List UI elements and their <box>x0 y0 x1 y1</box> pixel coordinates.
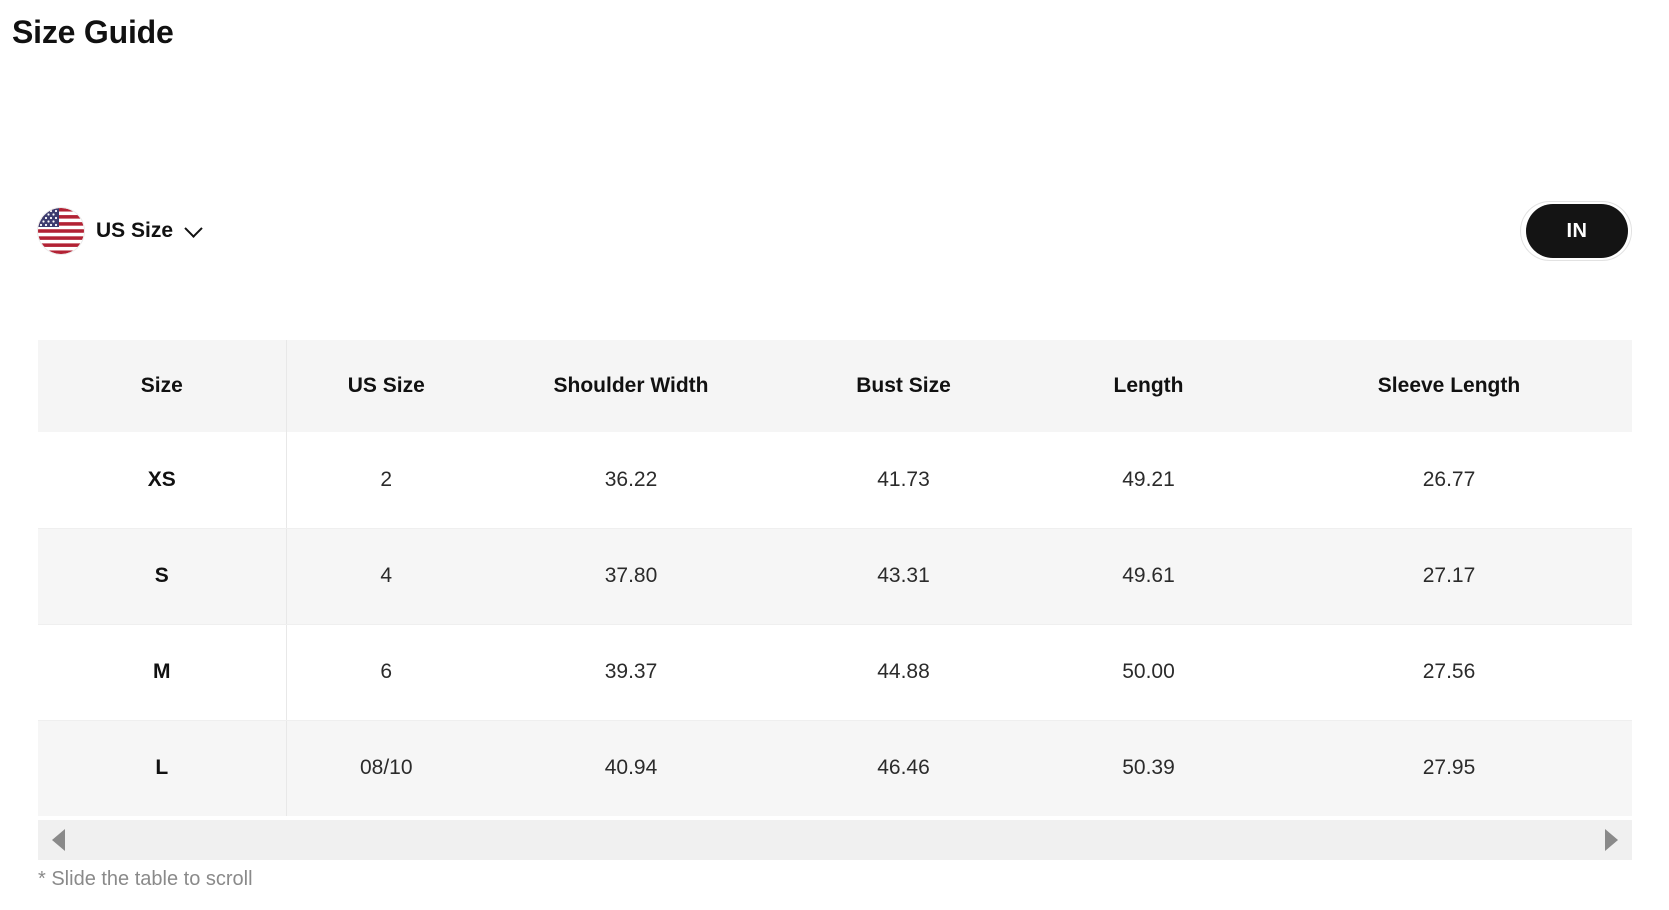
cell-shoulder-width: 36.22 <box>486 432 776 528</box>
cell-bust-size: 41.73 <box>776 432 1031 528</box>
cell-bust-size: 43.31 <box>776 528 1031 624</box>
us-flag-icon <box>38 208 84 254</box>
column-header-length: Length <box>1031 340 1266 432</box>
unit-toggle-active-label: IN <box>1526 204 1628 258</box>
cell-shoulder-width: 37.80 <box>486 528 776 624</box>
size-table-header <box>38 340 1632 432</box>
arrow-left-icon[interactable] <box>52 829 65 851</box>
column-header-size: Size <box>38 340 286 432</box>
cell-us-size: 2 <box>286 432 486 528</box>
unit-controls-row <box>38 198 1632 264</box>
size-table-container <box>38 340 1632 816</box>
cell-shoulder-width: 40.94 <box>486 720 776 816</box>
cell-length: 49.21 <box>1031 432 1266 528</box>
cell-bust-size: 44.88 <box>776 624 1031 720</box>
chevron-down-icon <box>184 219 202 237</box>
cell-sleeve-length: 26.77 <box>1266 432 1632 528</box>
cell-us-size: 08/10 <box>286 720 486 816</box>
cell-size: S <box>38 528 286 624</box>
cell-us-size: 4 <box>286 528 486 624</box>
cell-size: M <box>38 624 286 720</box>
cell-shoulder-width: 39.37 <box>486 624 776 720</box>
column-header-shoulder-width: Shoulder Width <box>486 340 776 432</box>
unit-toggle[interactable] <box>1520 201 1632 261</box>
arrow-right-icon[interactable] <box>1605 829 1618 851</box>
column-header-bust-size: Bust Size <box>776 340 1031 432</box>
cell-length: 49.61 <box>1031 528 1266 624</box>
cell-sleeve-length: 27.56 <box>1266 624 1632 720</box>
cell-bust-size: 46.46 <box>776 720 1031 816</box>
cell-length: 50.00 <box>1031 624 1266 720</box>
size-table <box>38 340 1632 816</box>
size-table-body <box>38 432 1632 816</box>
table-row <box>38 528 1632 624</box>
table-row <box>38 720 1632 816</box>
page-title: Size Guide <box>12 14 174 50</box>
cell-size: L <box>38 720 286 816</box>
cell-length: 50.39 <box>1031 720 1266 816</box>
cell-sleeve-length: 27.95 <box>1266 720 1632 816</box>
table-header-row <box>38 340 1632 432</box>
column-header-us-size: US Size <box>286 340 486 432</box>
region-size-label: US Size <box>96 219 174 242</box>
cell-sleeve-length: 27.17 <box>1266 528 1632 624</box>
cell-us-size: 6 <box>286 624 486 720</box>
scroll-hint-text: * Slide the table to scroll <box>38 868 253 890</box>
region-size-selector[interactable] <box>38 198 200 264</box>
column-header-sleeve-length: Sleeve Length <box>1266 340 1632 432</box>
table-horizontal-scrollbar[interactable] <box>38 820 1632 860</box>
cell-size: XS <box>38 432 286 528</box>
table-row <box>38 624 1632 720</box>
table-row <box>38 432 1632 528</box>
